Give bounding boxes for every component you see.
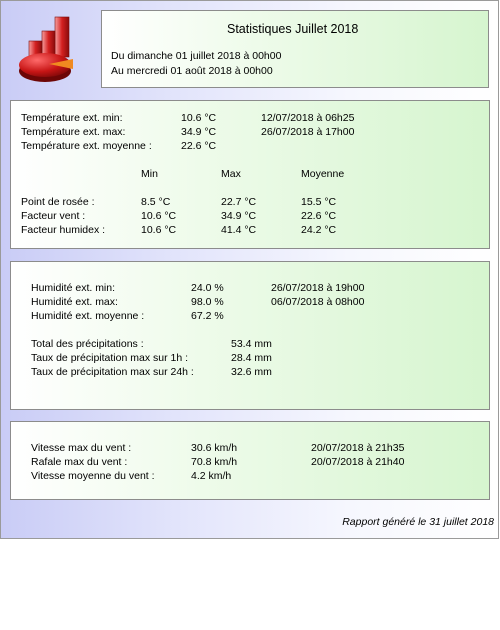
column-header-max: Max	[221, 168, 241, 180]
wind-max-label: Vitesse max du vent :	[31, 442, 132, 454]
precip-24h-value: 32.6 mm	[231, 366, 272, 378]
temp-min-value: 10.6 °C	[181, 112, 217, 124]
humidity-panel	[10, 261, 490, 410]
temp-max-label: Température ext. max:	[21, 126, 126, 138]
dewpoint-avg: 15.5 °C	[301, 196, 337, 208]
page-title: Statistiques Juillet 2018	[227, 22, 359, 36]
humidity-min-value: 24.0 %	[191, 282, 224, 294]
humidity-max-date: 06/07/2018 à 08h00	[271, 296, 365, 308]
wind-max-value: 30.6 km/h	[191, 442, 238, 454]
dewpoint-label: Point de rosée :	[21, 196, 95, 208]
temp-avg-value: 22.6 °C	[181, 140, 217, 152]
wind-max-date: 20/07/2018 à 21h35	[311, 442, 405, 454]
windchill-label: Facteur vent :	[21, 210, 86, 222]
period-to: Au mercredi 01 août 2018 à 00h00	[111, 65, 273, 77]
temp-max-date: 26/07/2018 à 17h00	[261, 126, 355, 138]
precip-total-label: Total des précipitations :	[31, 338, 144, 350]
temp-min-date: 12/07/2018 à 06h25	[261, 112, 355, 124]
temp-max-value: 34.9 °C	[181, 126, 217, 138]
wind-avg-label: Vitesse moyenne du vent :	[31, 470, 155, 482]
precip-total-value: 53.4 mm	[231, 338, 272, 350]
precip-24h-label: Taux de précipitation max sur 24h :	[31, 366, 194, 378]
humidity-avg-label: Humidité ext. moyenne :	[31, 310, 145, 322]
humidex-avg: 24.2 °C	[301, 224, 337, 236]
period-from: Du dimanche 01 juillet 2018 à 00h00	[111, 50, 282, 62]
wind-avg-value: 4.2 km/h	[191, 470, 232, 482]
temp-avg-label: Température ext. moyenne :	[21, 140, 152, 152]
windchill-avg: 22.6 °C	[301, 210, 337, 222]
windchill-max: 34.9 °C	[221, 210, 257, 222]
humidity-avg-value: 67.2 %	[191, 310, 224, 322]
wind-panel	[10, 421, 490, 500]
temp-min-label: Température ext. min:	[21, 112, 123, 124]
dewpoint-min: 8.5 °C	[141, 196, 171, 208]
gust-max-label: Rafale max du vent :	[31, 456, 128, 468]
precip-1h-label: Taux de précipitation max sur 1h :	[31, 352, 188, 364]
dewpoint-max: 22.7 °C	[221, 196, 257, 208]
temperature-panel	[10, 100, 490, 249]
precip-1h-value: 28.4 mm	[231, 352, 272, 364]
pie-chart-icon	[15, 15, 77, 83]
humidity-min-label: Humidité ext. min:	[31, 282, 116, 294]
column-header-min: Min	[141, 168, 158, 180]
humidex-max: 41.4 °C	[221, 224, 257, 236]
humidity-max-value: 98.0 %	[191, 296, 224, 308]
windchill-min: 10.6 °C	[141, 210, 177, 222]
humidex-min: 10.6 °C	[141, 224, 177, 236]
column-header-avg: Moyenne	[301, 168, 345, 180]
header-panel	[101, 10, 489, 88]
gust-max-date: 20/07/2018 à 21h40	[311, 456, 405, 468]
humidity-max-label: Humidité ext. max:	[31, 296, 118, 308]
report-generated-footer: Rapport généré le 31 juillet 2018	[342, 516, 494, 528]
humidity-min-date: 26/07/2018 à 19h00	[271, 282, 365, 294]
humidex-label: Facteur humidex :	[21, 224, 106, 236]
gust-max-value: 70.8 km/h	[191, 456, 238, 468]
